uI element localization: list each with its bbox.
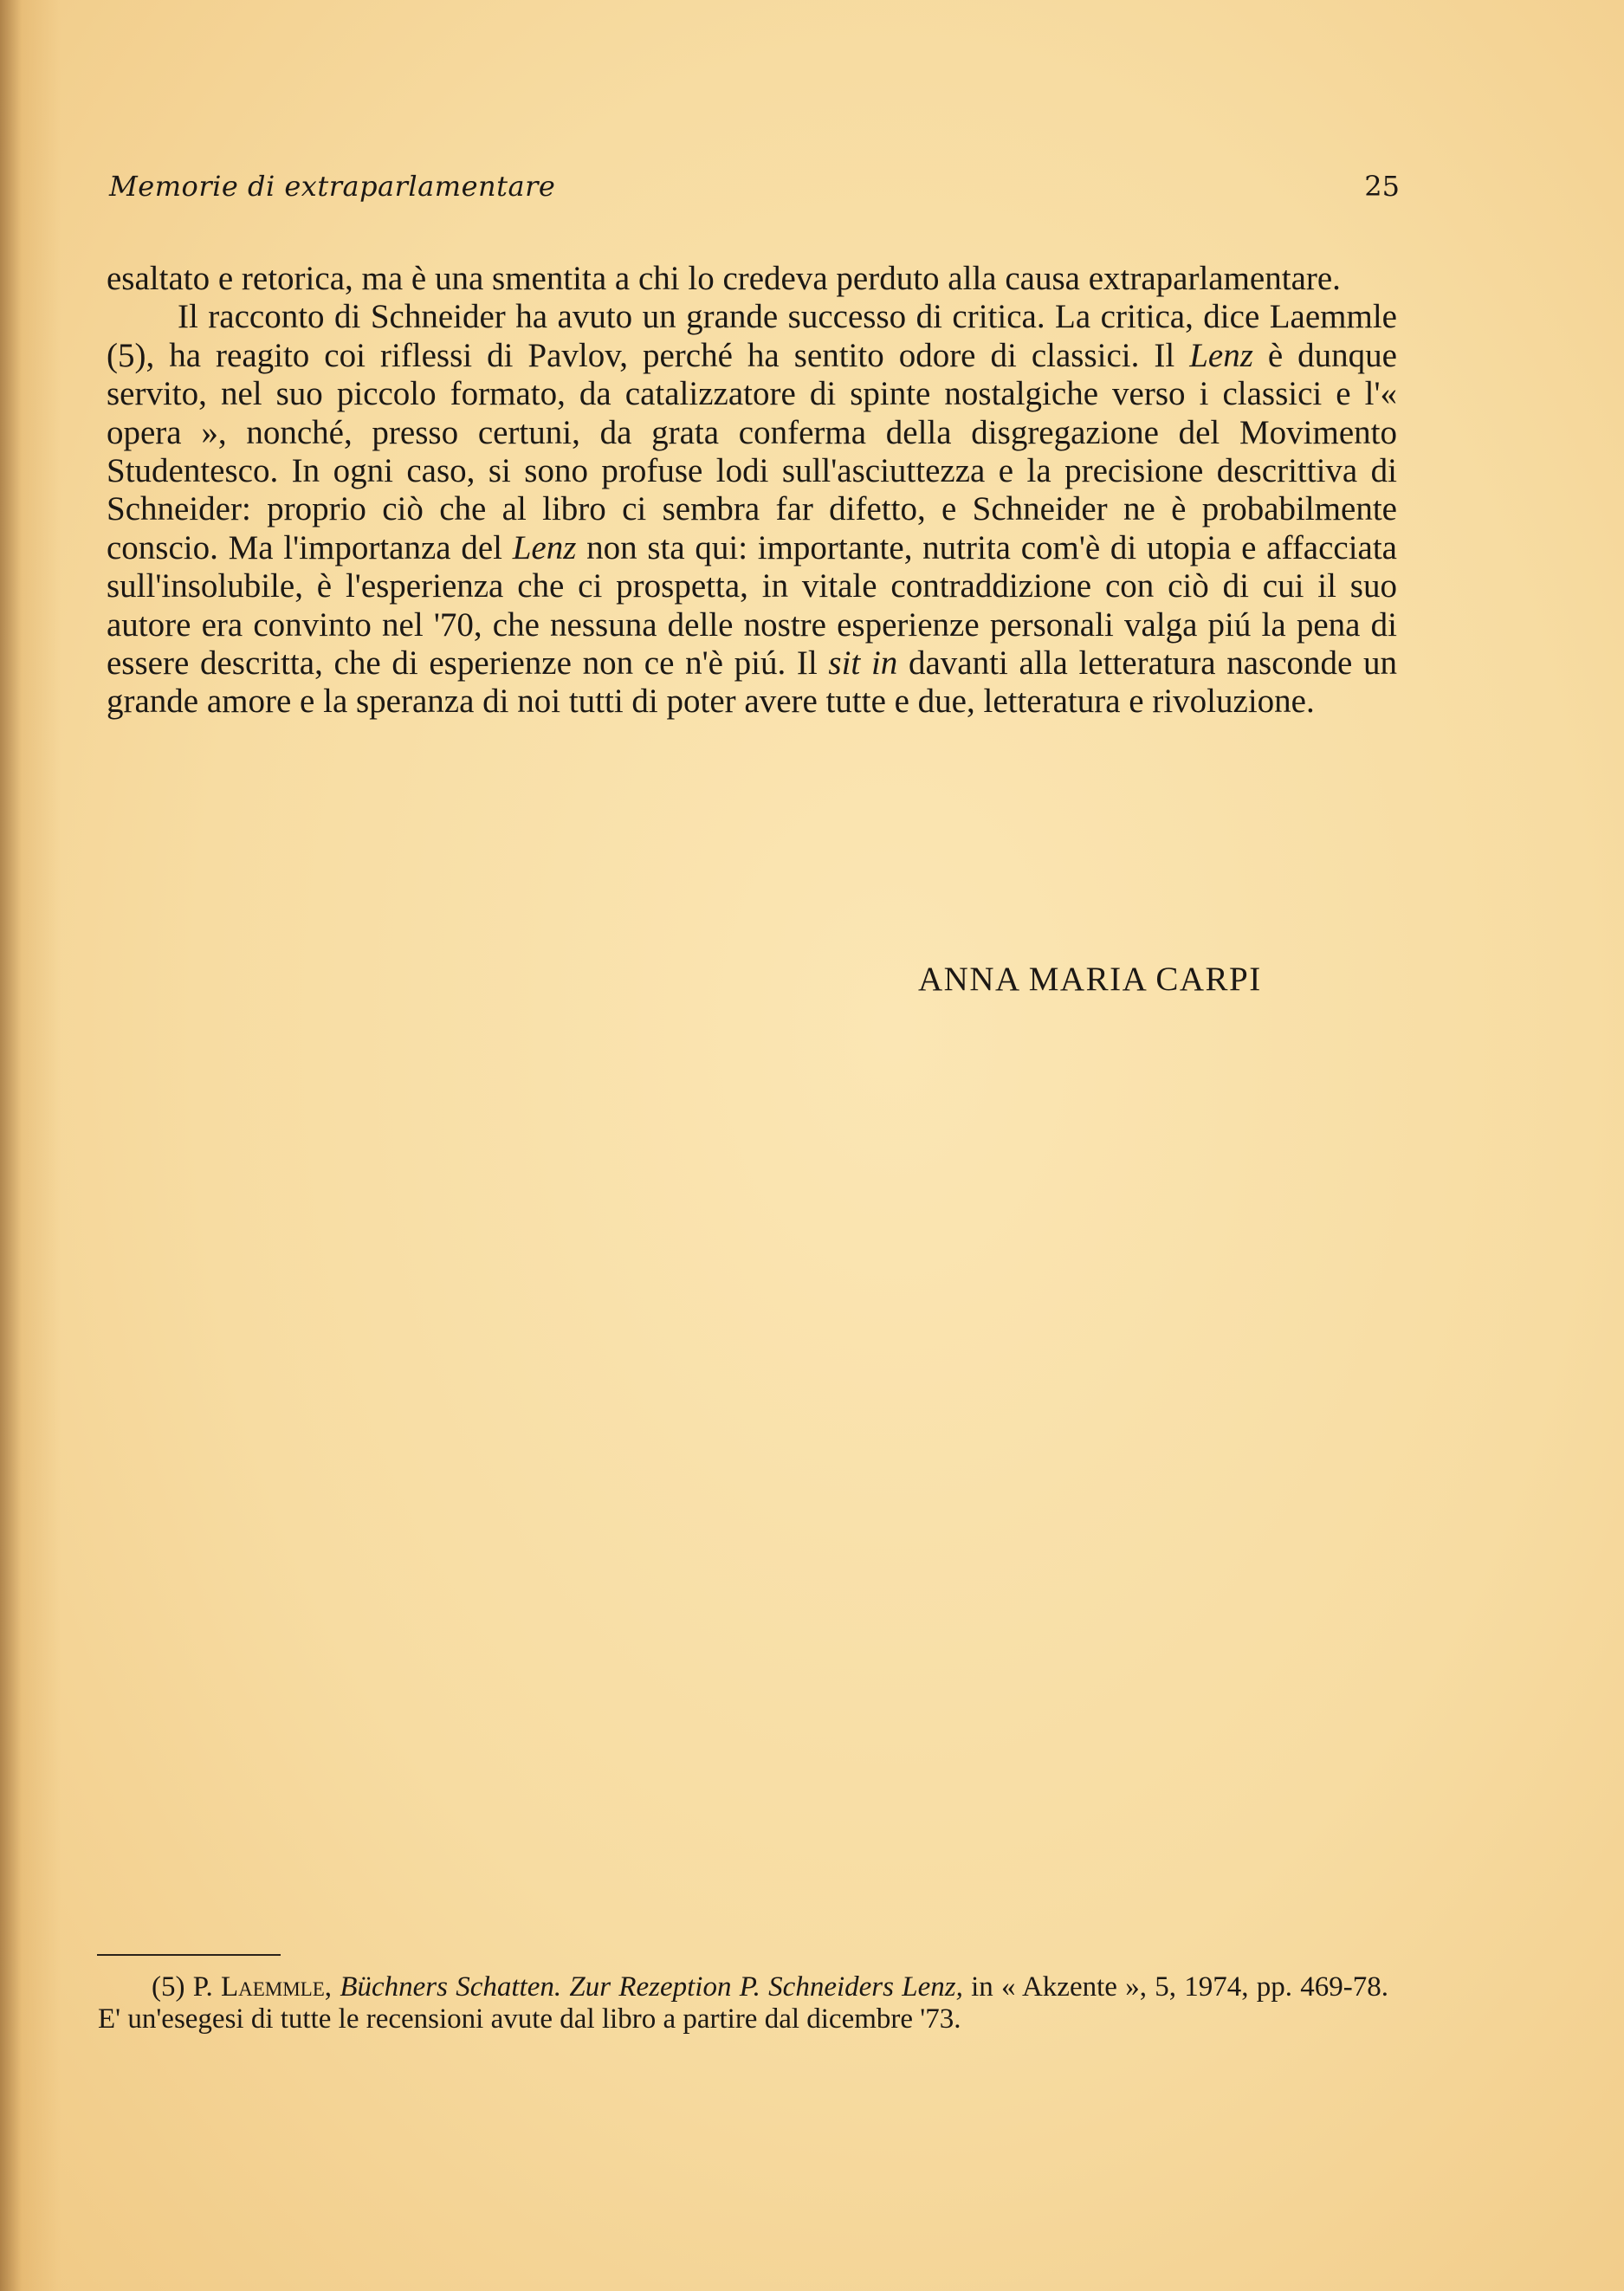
paragraph-continuation: esaltato e retorica, ma è una smentita a chi lo credeva perduto alla causa extraparlamentare. (107, 260, 1341, 297)
paragraph-text: Il racconto di Schneider ha avuto un grande successo di critica. La critica, dice Laemmle (5), ha reagito coi riflessi di Pavlov, perché ha sentito odore di classici. Il (107, 298, 1397, 374)
author-signature: ANNA MARIA CARPI (918, 961, 1262, 998)
body-text (107, 260, 1397, 722)
paragraph-critique (107, 298, 1397, 721)
paragraph-text: non sta qui: importante, nutrita com'è di utopia e affacciata sull'insolubile, è l'esperienza che ci prospetta, in vitale contraddizione con ciò di cui il suo autore era convinto nel '70, che nessuna delle nostre esperienze personali valga piú la pena di essere descritta, che di esperienze non ce n'è piú. Il (107, 528, 1397, 683)
footnote-divider (97, 1954, 281, 1956)
running-head (109, 170, 1400, 211)
footnote-author: Laemmle (220, 1971, 325, 2003)
footnote-text: in « Akzente », 5, 1974, pp. 469-78. E' un'esegesi di tutte le recensioni avute dal libro a partire dal dicembre '73. (98, 1971, 1389, 2035)
paragraph-text: è dunque servito, nel suo piccolo formato, da catalizzatore di spinte nostalgiche verso i classici e l'« opera », nonché, presso certuni, da grata conferma della disgregazione del Movimento Studentesco. In ogni caso, si sono profuse lodi sull'asciuttezza e la precisione descrittiva di Schneider: proprio ciò che al libro ci sembra far difetto, e Schneider ne è probabilmente conscio. Ma l'importanza del (107, 336, 1397, 566)
footnote-work-title: Büchners Schatten. Zur Rezeption P. Schneiders Lenz, (340, 1971, 963, 2003)
footnote-separator: , (324, 1971, 340, 2003)
book-title-lenz: Lenz (1189, 336, 1253, 374)
running-title: Memorie di extraparlamentare (109, 170, 556, 203)
paragraph-text: davanti alla letteratura nasconde un grande amore e la speranza di noi tutti di poter avere tutte e due, letteratura e rivoluzione. (107, 644, 1397, 721)
phrase-sit-in: sit in (828, 644, 898, 683)
book-title-lenz: Lenz (512, 528, 577, 566)
page-number: 25 (1364, 170, 1400, 203)
footnote-marker: (5) P. (152, 1971, 221, 2003)
footnote-5 (98, 1971, 1388, 2035)
